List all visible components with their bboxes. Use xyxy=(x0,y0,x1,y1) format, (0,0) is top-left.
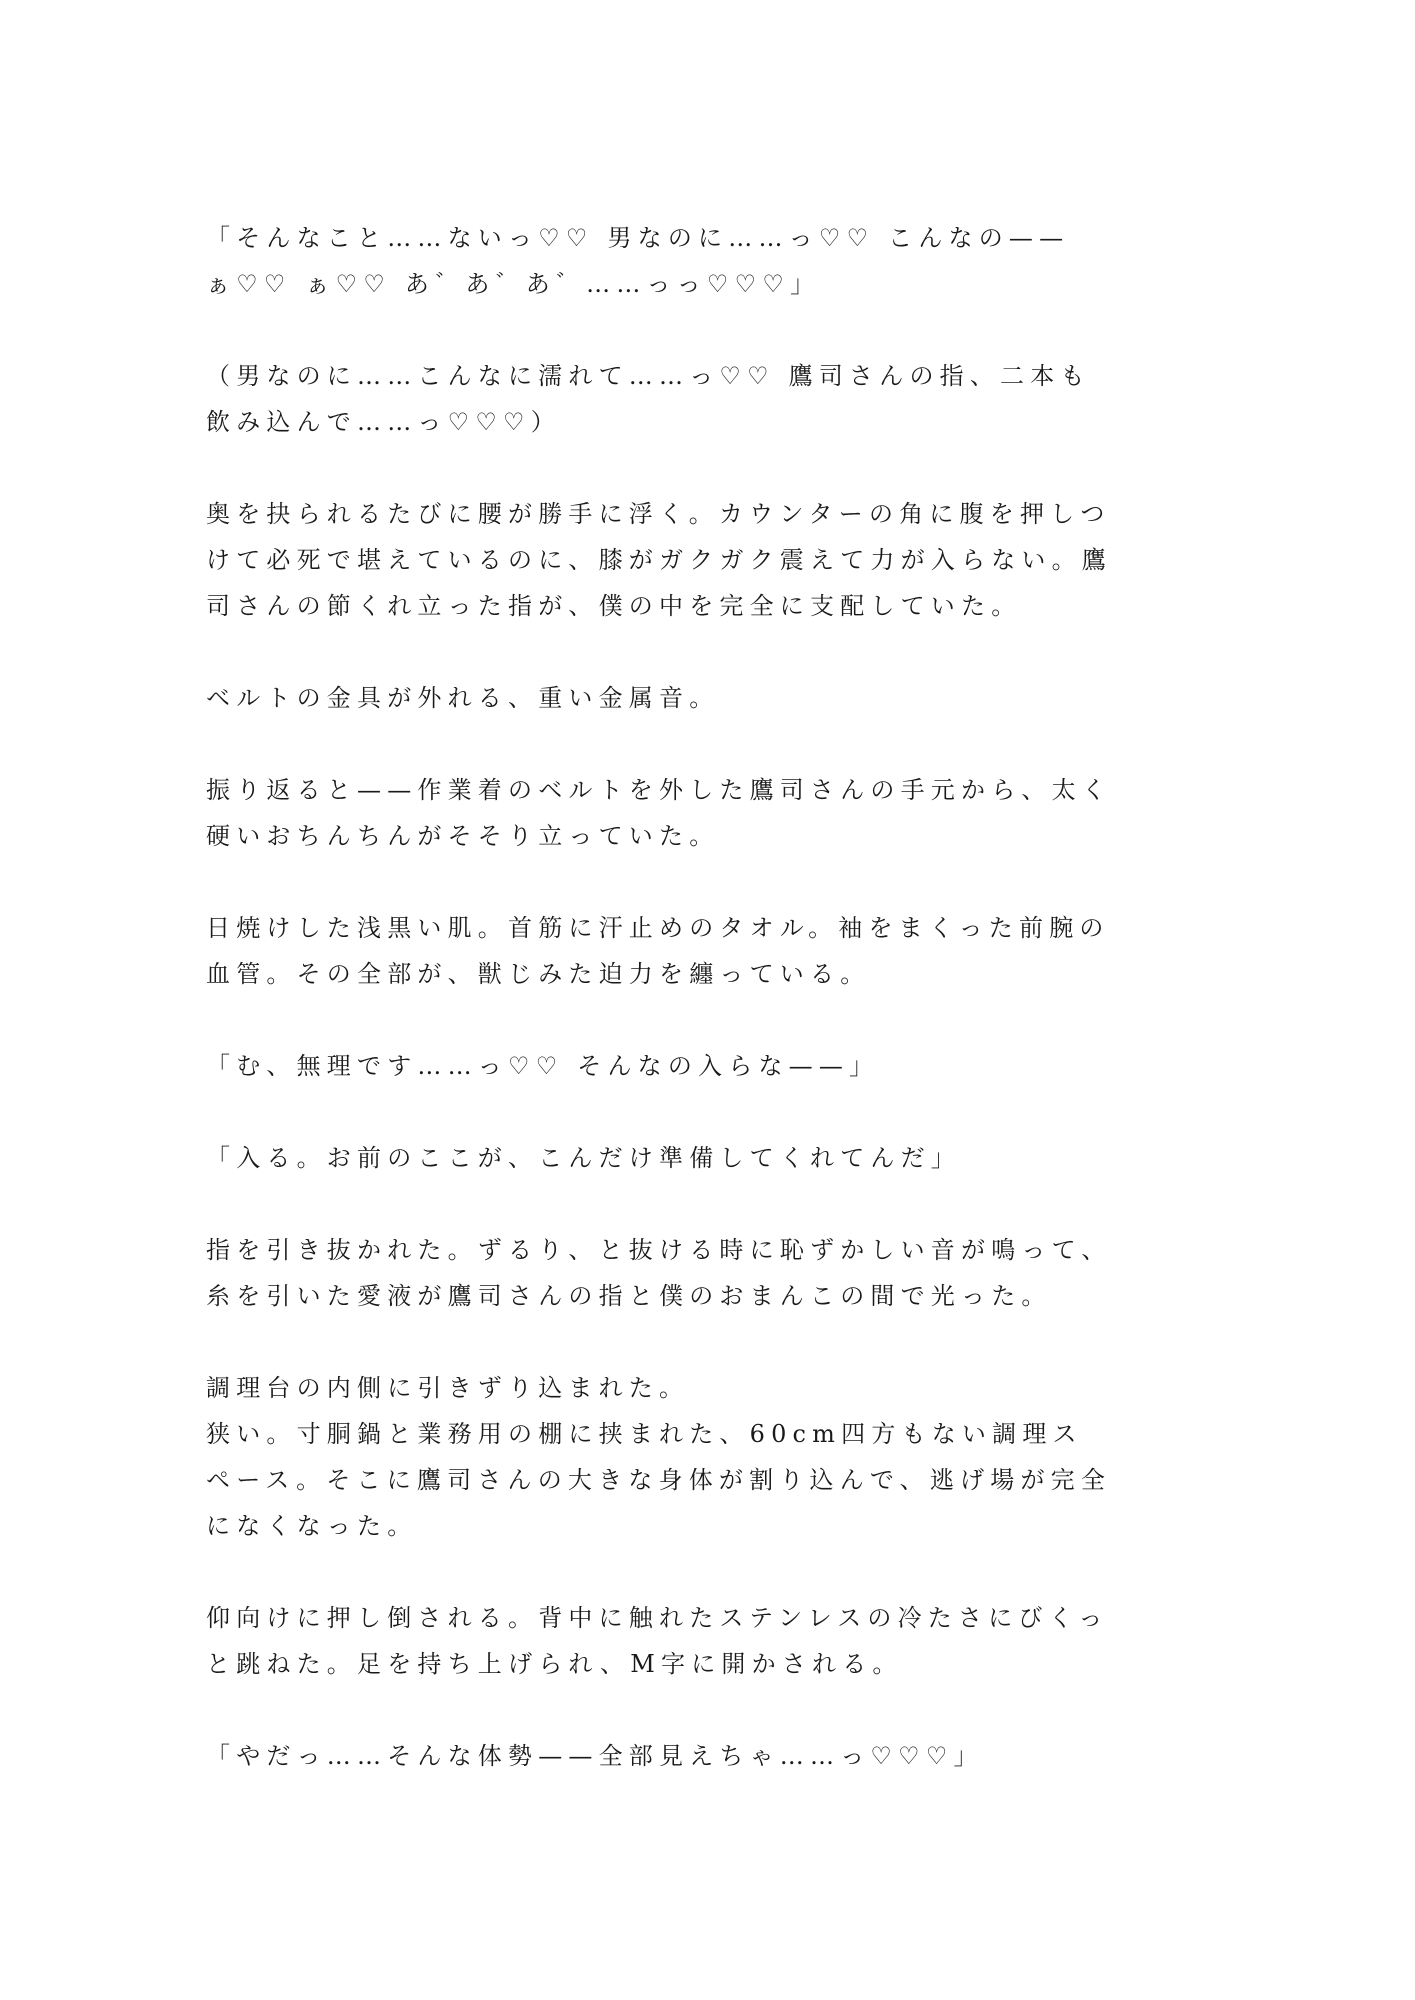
text-line: ベルトの金具が外れる、重い金属音。 xyxy=(206,684,720,712)
text-line: ペース。そこに鷹司さんの大きな身体が割り込んで、逃げ場が完全 xyxy=(206,1466,1112,1494)
text-line: 狭い。寸胴鍋と業務用の棚に挟まれた、60cm四方もない調理ス xyxy=(206,1420,1083,1448)
text-line: ぁ♡♡ ぁ♡♡ あ゛あ゛あ゛……っっ♡♡♡」 xyxy=(206,270,821,298)
paragraph xyxy=(206,1135,1216,1181)
text-line: 振り返ると——作業着のベルトを外した鷹司さんの手元から、太く xyxy=(206,776,1112,804)
paragraph xyxy=(206,767,1216,859)
text-line: になくなった。 xyxy=(206,1512,418,1540)
paragraph xyxy=(206,353,1216,445)
text-line: 奥を抉られるたびに腰が勝手に浮く。カウンターの角に腹を押しつ xyxy=(206,500,1111,528)
text-line: 血管。その全部が、獣じみた迫力を纏っている。 xyxy=(206,960,871,988)
text-line: 飲み込んで……っ♡♡♡） xyxy=(206,408,561,436)
text-line: 司さんの節くれ立った指が、僕の中を完全に支配していた。 xyxy=(206,592,1022,620)
text-line: 仰向けに押し倒される。背中に触れたステンレスの冷たさにびくっ xyxy=(206,1604,1109,1632)
paragraph xyxy=(206,491,1216,629)
paragraph xyxy=(206,1733,1216,1779)
text-line: 「入る。お前のここが、こんだけ準備してくれてんだ」 xyxy=(206,1144,961,1172)
text-line: 「やだっ……そんな体勢——全部見えちゃ……っ♡♡♡」 xyxy=(206,1742,984,1770)
text-line: 「そんなこと……ないっ♡♡ 男なのに……っ♡♡ こんなの—— xyxy=(206,224,1070,252)
text-line: 調理台の内側に引きずり込まれた。 xyxy=(206,1374,690,1402)
text-line: 硬いおちんちんがそそり立っていた。 xyxy=(206,822,720,850)
paragraph xyxy=(206,1595,1216,1687)
text-line: 糸を引いた愛液が鷹司さんの指と僕のおまんこの間で光った。 xyxy=(206,1282,1052,1310)
text-line: 日焼けした浅黒い肌。首筋に汗止めのタオル。袖をまくった前腕の xyxy=(206,914,1110,942)
paragraph xyxy=(206,1365,1216,1549)
paragraph xyxy=(206,905,1216,997)
text-line: 指を引き抜かれた。ずるり、と抜ける時に恥ずかしい音が鳴って、 xyxy=(206,1236,1112,1264)
text-line: けて必死で堪えているのに、膝がガクガク震えて力が入らない。鷹 xyxy=(206,546,1112,574)
document-page xyxy=(206,215,1216,1825)
paragraph xyxy=(206,1043,1216,1089)
paragraph xyxy=(206,215,1216,307)
text-line: と跳ねた。足を持ち上げられ、M字に開かされる。 xyxy=(206,1650,903,1678)
paragraph xyxy=(206,1227,1216,1319)
text-line: （男なのに……こんなに濡れて……っ♡♡ 鷹司さんの指、二本も xyxy=(206,362,1091,390)
paragraph xyxy=(206,675,1216,721)
text-line: 「む、無理です……っ♡♡ そんなの入らな——」 xyxy=(206,1052,880,1080)
